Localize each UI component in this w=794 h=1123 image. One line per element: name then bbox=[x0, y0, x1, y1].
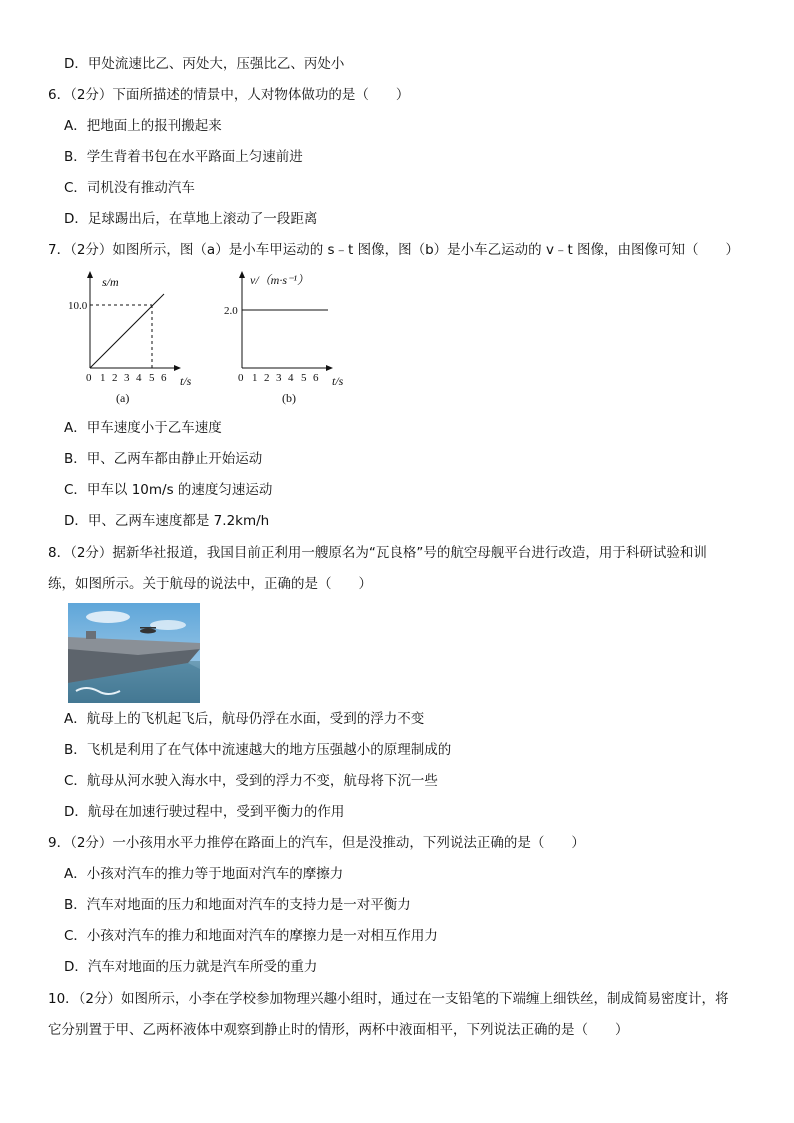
q9-option-c: C．小孩对汽车的推力和地面对汽车的摩擦力是一对相互作用力 bbox=[64, 928, 438, 944]
q6-option-c: C．司机没有推动汽车 bbox=[64, 180, 195, 196]
q7-option-a: A．甲车速度小于乙车速度 bbox=[64, 420, 222, 436]
fig-a-y-arrow bbox=[87, 271, 93, 278]
fig-b-tick: 3 bbox=[276, 372, 282, 384]
fig-a-tick: 4 bbox=[136, 372, 142, 384]
fig-a-xlabel: t/s bbox=[180, 374, 192, 388]
q9-option-b: B．汽车对地面的压力和地面对汽车的支持力是一对平衡力 bbox=[64, 897, 411, 913]
q9-option-d: D．汽车对地面的压力就是汽车所受的重力 bbox=[64, 959, 318, 975]
q7-figure-a bbox=[62, 268, 212, 410]
q8-option-a: A．航母上的飞机起飞后，航母仍浮在水面，受到的浮力不变 bbox=[64, 711, 425, 727]
fig-b-ticks bbox=[238, 372, 319, 384]
q7-option-b: B．甲、乙两车都由静止开始运动 bbox=[64, 451, 263, 467]
fig-b-tick: 1 bbox=[252, 372, 258, 384]
q7-option-c: C．甲车以 10m/s 的速度匀速运动 bbox=[64, 482, 273, 498]
fig-b-tick: 4 bbox=[288, 372, 294, 384]
aircraft-icon bbox=[140, 627, 156, 634]
fig-b-xlabel: t/s bbox=[332, 374, 344, 388]
q6-option-d: D．足球踢出后，在草地上滚动了一段距离 bbox=[64, 211, 318, 227]
q6-option-b: B．学生背着书包在水平路面上匀速前进 bbox=[64, 149, 303, 165]
fig-a-tick: 5 bbox=[149, 372, 155, 384]
fig-a-tick: 3 bbox=[124, 372, 130, 384]
fig-b-tick: 0 bbox=[238, 372, 244, 384]
q8-option-b: B．飞机是利用了在气体中流速越大的地方压强越小的原理制成的 bbox=[64, 742, 452, 758]
fig-a-caption: (a) bbox=[116, 391, 130, 405]
fig-a-tick: 1 bbox=[100, 372, 106, 384]
aircraft-carrier-image bbox=[68, 603, 200, 703]
carrier-island bbox=[86, 631, 96, 639]
q5-option-d: D．甲处流速比乙、丙处大，压强比乙、丙处小 bbox=[64, 56, 345, 72]
q8-option-c: C．航母从河水驶入海水中，受到的浮力不变，航母将下沉一些 bbox=[64, 773, 438, 789]
fig-b-ylabel: v/（m·s⁻¹） bbox=[250, 273, 309, 287]
fig-b-tick: 6 bbox=[313, 372, 319, 384]
fig-b-tick: 5 bbox=[301, 372, 307, 384]
q8-option-d: D．航母在加速行驶过程中，受到平衡力的作用 bbox=[64, 804, 345, 820]
q6-stem: 6．（2分）下面所描述的情景中，人对物体做功的是（ ） bbox=[48, 87, 410, 103]
q8-stem-line1: 8．（2分）据新华社报道，我国目前正利用一艘原名为“瓦良格”号的航空母舰平台进行改造，用于科研试验和训 bbox=[48, 545, 707, 561]
q7-figure-b bbox=[212, 268, 362, 410]
fig-a-x-arrow bbox=[174, 365, 181, 371]
fig-b-caption: (b) bbox=[282, 391, 296, 405]
q6-option-a: A．把地面上的报刊搬起来 bbox=[64, 118, 222, 134]
fig-a-tick: 2 bbox=[112, 372, 118, 384]
q7-stem: 7．（2分）如图所示，图（a）是小车甲运动的 s﹣t 图像，图（b）是小车乙运动的 v﹣t 图像，由图像可知（ ） bbox=[48, 242, 740, 258]
q9-option-a: A．小孩对汽车的推力等于地面对汽车的摩擦力 bbox=[64, 866, 344, 882]
fig-b-y-arrow bbox=[239, 271, 245, 278]
fig-a-ylabel: s/m bbox=[102, 275, 119, 289]
fig-a-yval: 10.0 bbox=[68, 300, 88, 312]
fig-b-yval: 2.0 bbox=[224, 305, 238, 317]
q9-stem: 9．（2分）一小孩用水平力推停在路面上的汽车，但是没推动，下列说法正确的是（ ） bbox=[48, 835, 585, 851]
q10-stem-line2: 它分别置于甲、乙两杯液体中观察到静止时的情形，两杯中液面相平，下列说法正确的是（ ） bbox=[48, 1022, 629, 1038]
fig-a-tick: 6 bbox=[161, 372, 167, 384]
q10-stem-line1: 10．（2分）如图所示，小李在学校参加物理兴趣小组时，通过在一支铅笔的下端缠上细铁丝，制成简易密度计，将 bbox=[48, 991, 729, 1007]
q8-stem-line2: 练，如图所示。关于航母的说法中，正确的是（ ） bbox=[48, 576, 372, 592]
q7-option-d: D．甲、乙两车速度都是 7.2km/h bbox=[64, 513, 270, 529]
fig-a-ticks bbox=[86, 372, 167, 384]
cloud bbox=[86, 611, 130, 623]
fig-b-x-arrow bbox=[326, 365, 333, 371]
fig-a-tick: 0 bbox=[86, 372, 92, 384]
fig-b-tick: 2 bbox=[264, 372, 270, 384]
